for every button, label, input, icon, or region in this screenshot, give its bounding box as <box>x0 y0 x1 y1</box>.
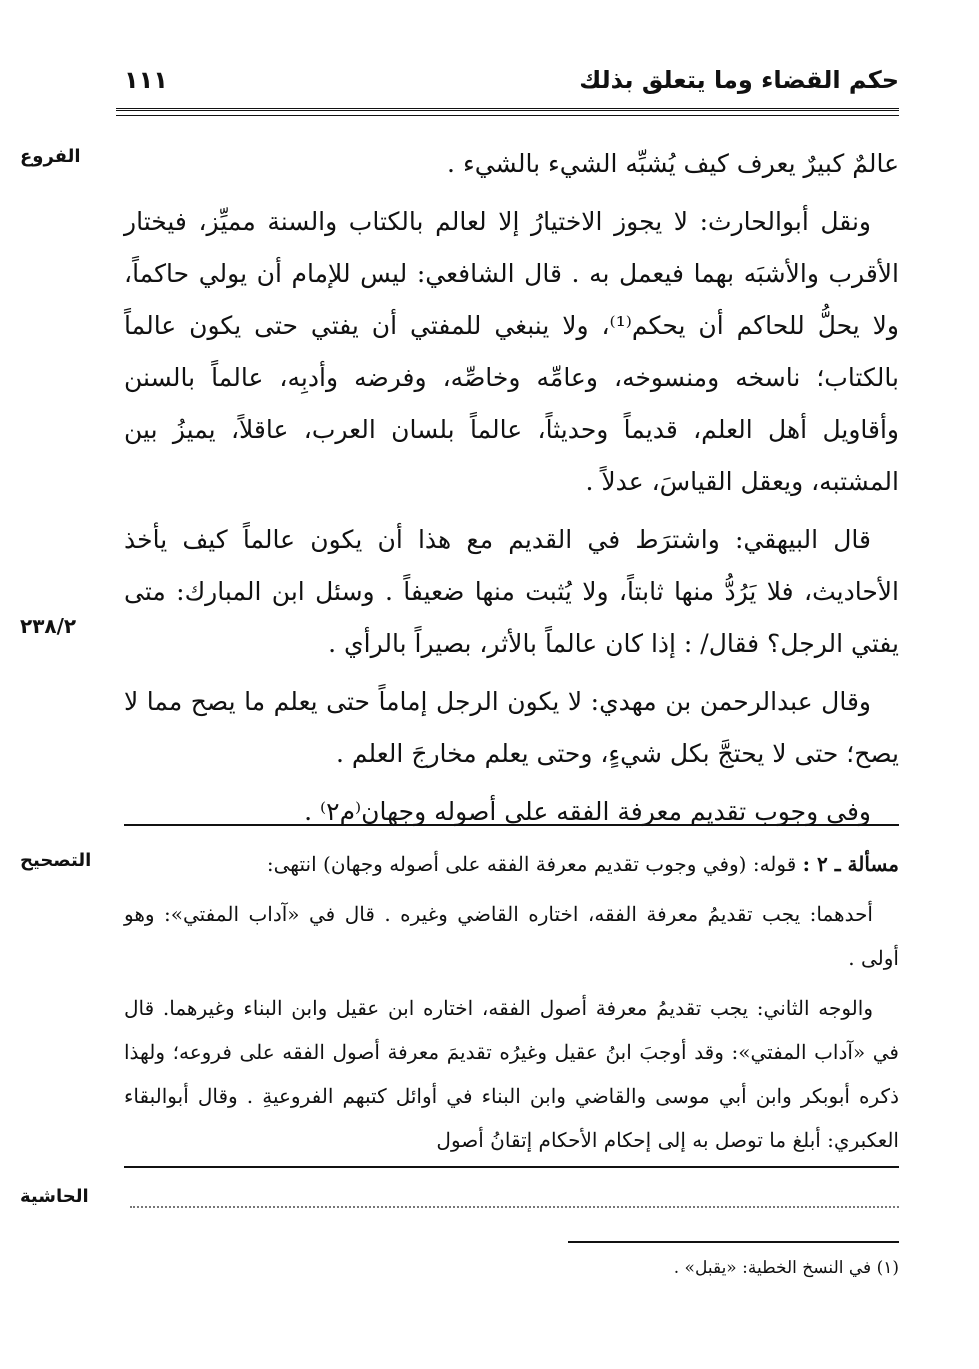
main-paragraph: وقال عبدالرحمن بن مهدي: لا يكون الرجل إماماً حتى يعلم ما يصح مما لا يصح؛ حتى لا يحتجَّ بكل شيءٍ، وحتى يعلم مخارجَ العلم . <box>124 687 899 768</box>
margin-label-correction: التصحيح <box>20 850 92 871</box>
page-number: ١١١ <box>124 66 168 94</box>
footnote: (١) في النسخ الخطية: «يقبل» . <box>673 1258 899 1278</box>
main-paragraph: قال البيهقي: واشترَط في القديم مع هذا أن يكون عالماً كيف يأخذ الأحاديث، فلا يَرُدُّ منها ثابتاً، ولا يُثبت منها ضعيفاً . وسئل ابن المبارك: متى يفتي الرجل؟ فقال/ : إذا كان عالماً بالأثر، بصيراً بالرأي . <box>124 525 899 658</box>
running-title: حكم القضاء وما يتعلق بذلك <box>579 66 899 94</box>
header-rule <box>116 108 899 116</box>
margin-cross-reference: ٢٣٨/٢ <box>20 614 77 638</box>
issue-label: مسألة ـ ٢ : <box>802 852 899 876</box>
margin-label-branches: الفروع <box>20 146 81 167</box>
main-paragraph: عالمٌ كبيرٌ يعرف كيف يُشبِّه الشيء بالشيء . <box>447 149 899 178</box>
section-divider <box>124 824 899 826</box>
footnote-rule <box>568 1241 899 1243</box>
main-paragraph: وفي وجوب تقديم معرفة الفقه على أصوله وجهان⁽م٢⁾ . <box>304 797 871 826</box>
issue-text: قوله: (وفي وجوب تقديم معرفة الفقه على أصوله وجهان) انتهى: <box>266 852 797 876</box>
correction-paragraph: أحدهما: يجب تقديمُ معرفة الفقه، اختاره القاضي وغيره . قال في «آداب المفتي»: وهو أولى . <box>124 902 899 970</box>
correction-section <box>124 842 899 1162</box>
section-divider <box>124 1166 899 1168</box>
correction-issue <box>124 842 899 886</box>
main-paragraph: ونقل أبوالحارث: لا يجوز الاختيارُ إلا لعالم بالكتاب والسنة مميِّز، فيختار الأقرب والأشبَه بهما فيعمل به . قال الشافعي: ليس للإمام أن يولي حاكماً، ولا يحلُّ للحاكم أن يحكم⁽¹⁾، ولا ينبغي للمفتي أن يفتي حتى يكون عالماً بالكتاب؛ ناسخه ومنسوخه، وعامِّه وخاصِّه، وفرضه وأدبِه، عالماً بالسنن وأقاويل أهل العلم، قديماً وحديثاً، عالماً بلسان العرب، عاقلاً، يميزُ بين المشتبه، ويعقل القياسَ، عدلاً . <box>124 207 899 496</box>
correction-paragraph: والوجه الثاني: يجب تقديمُ معرفة أصول الفقه، اختاره ابن عقيل وابن البناء وغيرهما. قال في «آداب المفتي»: وقد أوجبَ ابنُ عقيل وغيرُه تقديمَ معرفة أصول الفقه على فروعه؛ ولهذا ذكره أبوبكر وابن أبي موسى والقاضي وابن البناء في أوائل كتبهم الفروعيةِ . وقال أبوالبقاء العكبري: أبلغ ما توصل به إلى إحكام الأحكام إتقانُ أصول <box>124 996 899 1152</box>
main-text <box>124 138 899 838</box>
margin-label-commentary: الحاشية <box>20 1186 89 1207</box>
commentary-dotted-line <box>130 1206 899 1208</box>
